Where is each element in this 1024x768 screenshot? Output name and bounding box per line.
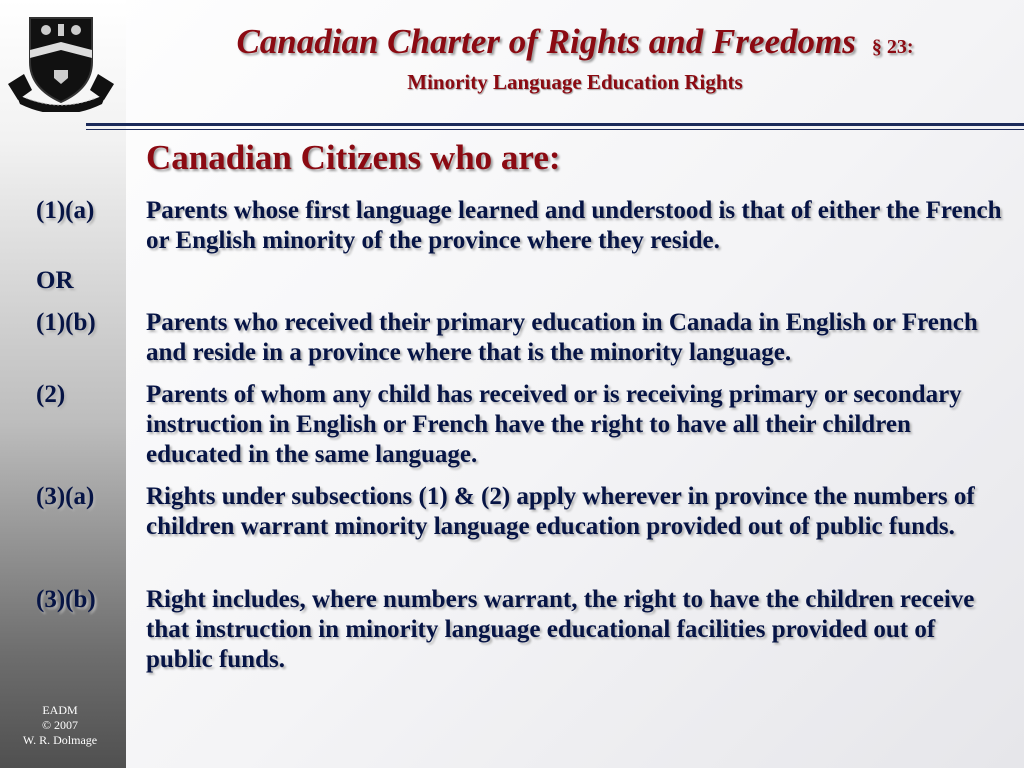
slide-subtitle: Minority Language Education Rights [407, 70, 743, 94]
slide-title-text: Canadian Charter of Rights and Freedoms [236, 22, 856, 61]
slide-title [140, 22, 1010, 62]
title-divider-thin [86, 129, 1024, 130]
item-text: Right includes, where numbers warrant, the right to have the children receive that instruction in minority language educational facilities provided out of public funds. [146, 586, 975, 673]
footer-author: W. R. Dolmage [22, 733, 98, 747]
footer-copyright: © 2007 [41, 718, 79, 732]
item-label: (2) [36, 381, 66, 408]
item-label: (3)(b) [36, 586, 96, 613]
item-text: Parents whose first language learned and understood is that of either the French or English minority of the province where they reside. [146, 197, 1002, 254]
section-number: § 23: [871, 36, 914, 58]
item-label: (1)(b) [36, 309, 96, 336]
item-label: (3)(a) [36, 483, 95, 510]
or-separator: OR [36, 267, 74, 294]
item-text: Rights under subsections (1) & (2) apply wherever in province the numbers of children warrant minority language education provided out of public funds. [146, 483, 975, 540]
content-heading: Canadian Citizens who are: [146, 138, 561, 177]
item-label: (1)(a) [36, 197, 95, 224]
footer [0, 703, 120, 748]
footer-org: EADM [42, 703, 78, 717]
university-crest-icon [6, 12, 116, 112]
item-text: Parents who received their primary education in Canada in English or French and reside in a province where that is the minority language. [146, 309, 978, 366]
item-text: Parents of whom any child has received or is receiving primary or secondary instruction in English or French have the right to have all their children educated in the same language. [146, 381, 962, 468]
title-divider [86, 123, 1024, 126]
